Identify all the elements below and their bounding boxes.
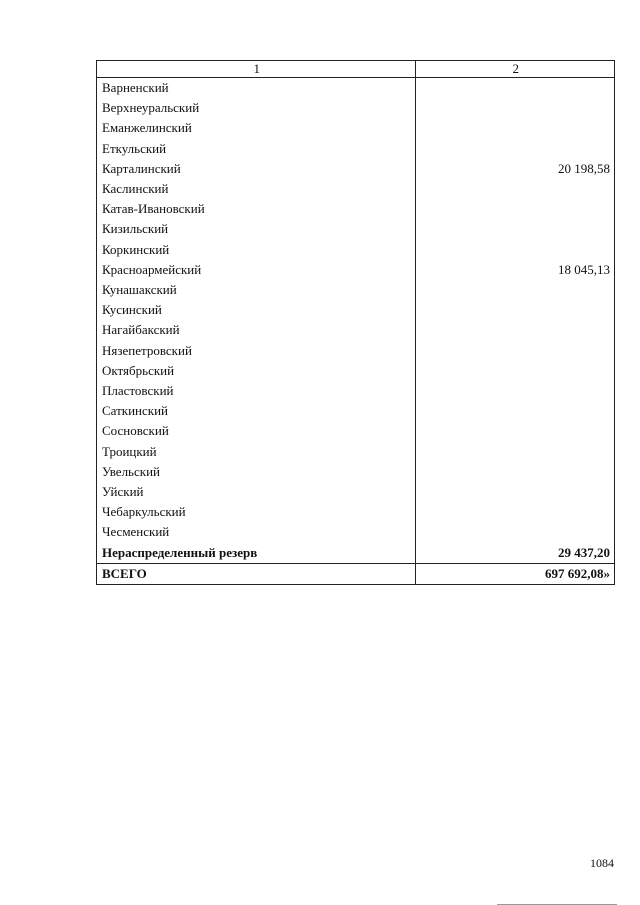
district-name: Нагайбакский bbox=[97, 320, 416, 340]
district-value: 18 045,13 bbox=[416, 260, 615, 280]
district-name: Еманжелинский bbox=[97, 118, 416, 138]
district-name: Чебаркульский bbox=[97, 502, 416, 522]
district-name: Катав-Ивановский bbox=[97, 199, 416, 219]
table-row bbox=[97, 240, 615, 260]
district-value bbox=[416, 502, 615, 522]
district-value bbox=[416, 98, 615, 118]
district-value bbox=[416, 78, 615, 99]
table-row bbox=[97, 118, 615, 138]
table-row bbox=[97, 341, 615, 361]
table-row bbox=[97, 502, 615, 522]
table-row bbox=[97, 421, 615, 441]
table-row bbox=[97, 179, 615, 199]
district-value bbox=[416, 361, 615, 381]
table-row bbox=[97, 280, 615, 300]
table-row bbox=[97, 462, 615, 482]
column-header-2: 2 bbox=[416, 61, 615, 78]
table-row bbox=[97, 139, 615, 159]
district-value bbox=[416, 381, 615, 401]
district-name: Саткинский bbox=[97, 401, 416, 421]
district-value bbox=[416, 179, 615, 199]
district-name: Кунашакский bbox=[97, 280, 416, 300]
district-name: Коркинский bbox=[97, 240, 416, 260]
district-value bbox=[416, 240, 615, 260]
reserve-label: Нераспределенный резерв bbox=[97, 543, 416, 564]
district-name: Карталинский bbox=[97, 159, 416, 179]
district-name: Увельский bbox=[97, 462, 416, 482]
budget-table bbox=[96, 60, 615, 585]
table-row bbox=[97, 199, 615, 219]
district-value bbox=[416, 219, 615, 239]
page-number: 1084 bbox=[590, 856, 614, 870]
district-name: Сосновский bbox=[97, 421, 416, 441]
reserve-row bbox=[97, 543, 615, 564]
district-value bbox=[416, 139, 615, 159]
table-row bbox=[97, 361, 615, 381]
district-value bbox=[416, 280, 615, 300]
table-row bbox=[97, 98, 615, 118]
district-value bbox=[416, 462, 615, 482]
district-name: Пластовский bbox=[97, 381, 416, 401]
table-row bbox=[97, 401, 615, 421]
district-value bbox=[416, 522, 615, 542]
table-row bbox=[97, 320, 615, 340]
district-name: Кизильский bbox=[97, 219, 416, 239]
table-row bbox=[97, 442, 615, 462]
district-value bbox=[416, 482, 615, 502]
table-row bbox=[97, 381, 615, 401]
district-value bbox=[416, 401, 615, 421]
district-name: Варненский bbox=[97, 78, 416, 99]
table-row bbox=[97, 300, 615, 320]
column-header-1: 1 bbox=[97, 61, 416, 78]
table-row bbox=[97, 159, 615, 179]
table-row bbox=[97, 522, 615, 542]
district-name: Каслинский bbox=[97, 179, 416, 199]
district-value bbox=[416, 118, 615, 138]
table-row bbox=[97, 260, 615, 280]
district-value bbox=[416, 300, 615, 320]
district-name: Уйский bbox=[97, 482, 416, 502]
district-name: Красноармейский bbox=[97, 260, 416, 280]
total-label: ВСЕГО bbox=[97, 563, 416, 584]
district-value bbox=[416, 421, 615, 441]
table-row bbox=[97, 219, 615, 239]
district-name: Чесменский bbox=[97, 522, 416, 542]
district-value bbox=[416, 442, 615, 462]
table-body bbox=[97, 78, 615, 585]
district-name: Октябрьский bbox=[97, 361, 416, 381]
district-value bbox=[416, 320, 615, 340]
district-name: Еткульский bbox=[97, 139, 416, 159]
district-value: 20 198,58 bbox=[416, 159, 615, 179]
district-value bbox=[416, 341, 615, 361]
table-header-row bbox=[97, 61, 615, 78]
total-value: 697 692,08» bbox=[416, 563, 615, 584]
district-name: Нязепетровский bbox=[97, 341, 416, 361]
district-value bbox=[416, 199, 615, 219]
district-name: Верхнеуральский bbox=[97, 98, 416, 118]
table-row bbox=[97, 482, 615, 502]
district-name: Кусинский bbox=[97, 300, 416, 320]
total-row bbox=[97, 563, 615, 584]
district-name: Троицкий bbox=[97, 442, 416, 462]
reserve-value: 29 437,20 bbox=[416, 543, 615, 564]
table-row bbox=[97, 78, 615, 99]
